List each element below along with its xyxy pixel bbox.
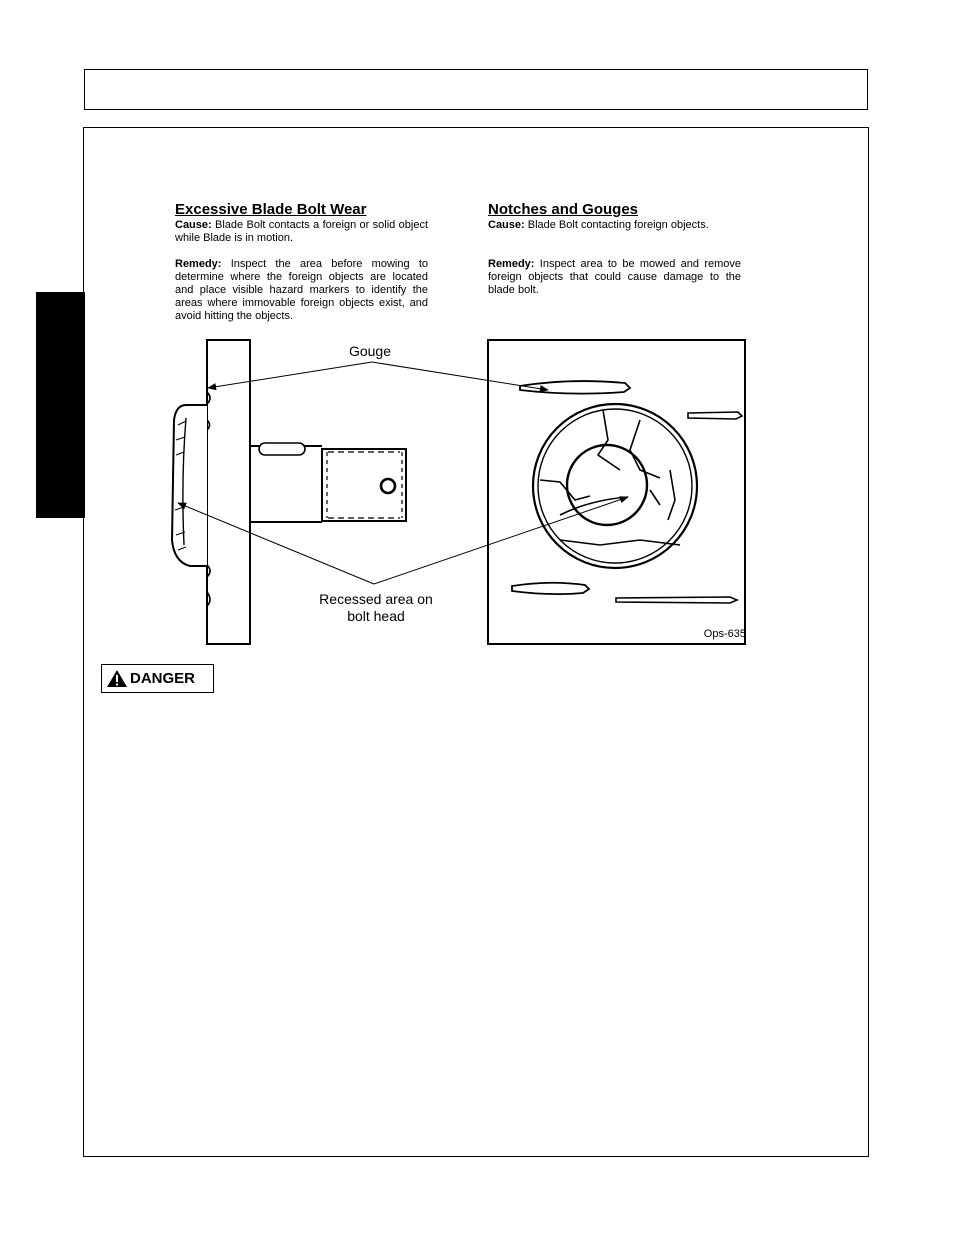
cause-label: Cause: (175, 219, 212, 231)
recessed-label-line2: bolt head (347, 608, 405, 624)
recessed-area-label (305, 591, 447, 625)
danger-badge (101, 664, 214, 693)
remedy-text: Inspect the area before mowing to determine where the foreign objects are located and place visible hazard markers to identify the areas where immovable foreign objects exist, and avoid hitting the objects. (175, 258, 428, 322)
notches-gouges-title: Notches and Gouges (488, 201, 639, 218)
danger-label: DANGER (130, 670, 196, 687)
bolt-front-view (488, 340, 745, 644)
remedy-label: Remedy: (175, 258, 222, 270)
gouge-label: Gouge (348, 343, 392, 359)
cause-text: Blade Bolt contacting foreign objects. (524, 219, 709, 231)
remedy-label: Remedy: (488, 258, 535, 270)
warning-triangle-icon (106, 669, 128, 688)
cause-label: Cause: (488, 219, 525, 231)
excessive-wear-title: Excessive Blade Bolt Wear (175, 201, 367, 218)
recessed-label-line1: Recessed area on (319, 591, 433, 607)
remedy-text: Inspect area to be mowed and remove foreign objects that could cause damage to the blade bolt. (488, 258, 741, 296)
figure-id-label: Ops-635 (703, 628, 746, 640)
cause-text: Blade Bolt contacts a foreign or solid object while Blade is in motion. (175, 219, 428, 244)
